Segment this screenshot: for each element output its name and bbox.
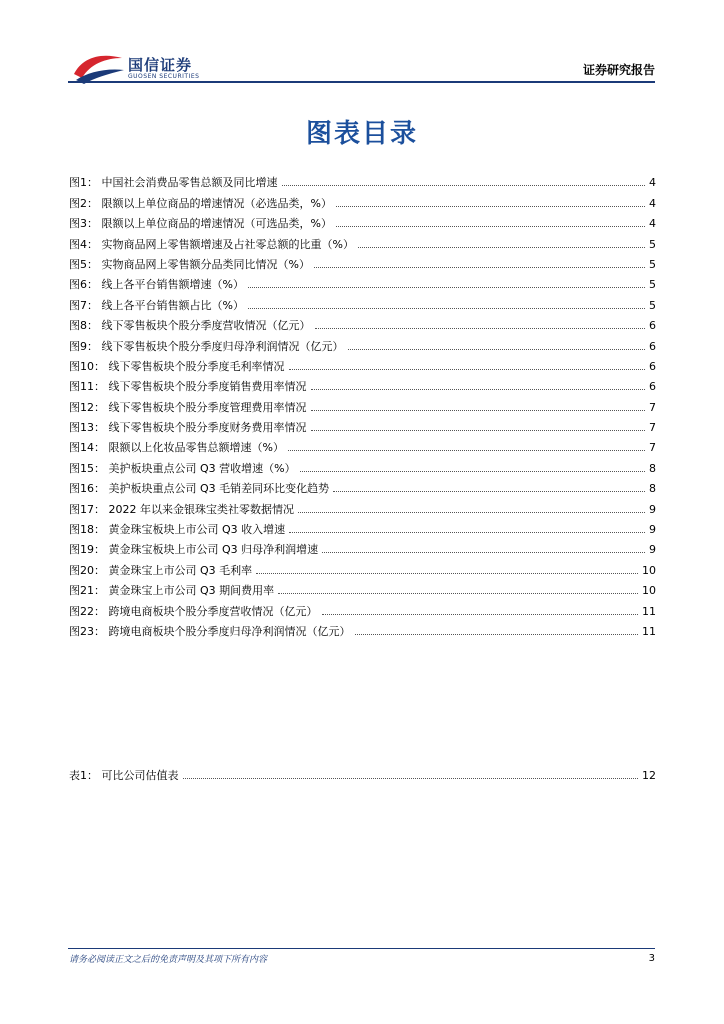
dot-leader [314, 267, 645, 268]
toc-entry[interactable] [69, 454, 656, 474]
logo-english-text: GUOSEN SECURITIES [128, 73, 200, 80]
dot-leader [289, 369, 646, 370]
toc-entry[interactable] [69, 618, 656, 638]
toc-entry-page: 7 [649, 400, 656, 414]
toc-entry-label: 图15： 美护板块重点公司 Q3 营收增速（%） [69, 461, 296, 475]
toc-entry[interactable] [69, 536, 656, 556]
dot-leader [322, 552, 645, 553]
toc-entry[interactable] [69, 251, 656, 271]
toc-entry[interactable] [69, 373, 656, 393]
page-number: 3 [648, 953, 655, 964]
dot-leader [278, 593, 638, 594]
toc-entry[interactable] [69, 495, 656, 515]
dot-leader [315, 328, 646, 329]
toc-entry-page: 7 [649, 421, 656, 435]
toc-entry-page: 10 [642, 584, 656, 598]
dot-leader [311, 389, 646, 390]
toc-entry-label: 图11： 线下零售板块个股分季度销售费用率情况 [69, 380, 307, 394]
dot-leader [358, 247, 645, 248]
toc-entry[interactable] [69, 271, 656, 291]
toc-entry[interactable] [69, 516, 656, 536]
toc-entry-label: 图6： 线上各平台销售额增速（%） [69, 278, 244, 292]
toc-entry[interactable] [69, 230, 656, 250]
figure-list [69, 169, 656, 638]
toc-entry-label: 图5： 实物商品网上零售额分品类同比情况（%） [69, 257, 310, 271]
dot-leader [298, 512, 645, 513]
toc-entry[interactable] [69, 762, 656, 782]
dot-leader [289, 532, 645, 533]
dot-leader [300, 471, 645, 472]
toc-entry[interactable] [69, 556, 656, 576]
dot-leader [256, 573, 638, 574]
toc-entry-page: 5 [649, 257, 656, 271]
toc-entry[interactable] [69, 475, 656, 495]
dot-leader [333, 491, 645, 492]
toc-entry[interactable] [69, 434, 656, 454]
toc-entry-page: 5 [649, 237, 656, 251]
dot-leader [322, 614, 639, 615]
toc-entry-page: 12 [642, 769, 656, 783]
toc-entry-page: 6 [649, 339, 656, 353]
toc-entry-page: 5 [649, 298, 656, 312]
toc-entry[interactable] [69, 312, 656, 332]
toc-entry-label: 图10： 线下零售板块个股分季度毛利率情况 [69, 359, 285, 373]
dot-leader [282, 185, 646, 186]
toc-entry-label: 图16： 美护板块重点公司 Q3 毛销差同环比变化趋势 [69, 482, 330, 496]
toc-entry-page: 4 [649, 196, 656, 210]
toc-entry-page: 9 [649, 523, 656, 537]
toc-entry-label: 图22： 跨境电商板块个股分季度营收情况（亿元） [69, 604, 318, 618]
toc-entry-page: 6 [649, 359, 656, 373]
toc-entry-page: 10 [642, 563, 656, 577]
toc-entry-label: 图9： 线下零售板块个股分季度归母净利润情况（亿元） [69, 339, 344, 353]
logo-chinese-text: 国信证券 [128, 56, 193, 74]
toc-entry-label: 图23： 跨境电商板块个股分季度归母净利润情况（亿元） [69, 624, 351, 638]
dot-leader [311, 430, 646, 431]
toc-entry-page: 4 [649, 176, 656, 190]
toc-entry-label: 图2： 限额以上单位商品的增速情况（必选品类，%） [69, 196, 332, 210]
page-header [0, 0, 724, 90]
dot-leader [355, 634, 639, 635]
toc-entry-label: 图7： 线上各平台销售额占比（%） [69, 298, 244, 312]
toc-entry-label: 图3： 限额以上单位商品的增速情况（可选品类，%） [69, 217, 332, 231]
report-type-label: 证券研究报告 [582, 63, 655, 77]
toc-entry[interactable] [69, 353, 656, 373]
toc-entry-page: 5 [649, 278, 656, 292]
toc-entry[interactable] [69, 577, 656, 597]
dot-leader [336, 206, 645, 207]
dot-leader [348, 349, 646, 350]
dot-leader [288, 450, 645, 451]
toc-entry-label: 图18： 黄金珠宝板块上市公司 Q3 收入增速 [69, 523, 286, 537]
dot-leader [248, 287, 645, 288]
toc-entry-label: 图21： 黄金珠宝上市公司 Q3 期间费用率 [69, 584, 275, 598]
table-list [69, 762, 656, 782]
footer-divider [68, 948, 655, 949]
toc-entry[interactable] [69, 332, 656, 352]
toc-entry-page: 9 [649, 502, 656, 516]
toc-entry-page: 8 [649, 461, 656, 475]
toc-entry-label: 图8： 线下零售板块个股分季度营收情况（亿元） [69, 319, 311, 333]
toc-entry-page: 8 [649, 482, 656, 496]
toc-entry-page: 4 [649, 217, 656, 231]
toc-entry-page: 11 [642, 624, 656, 638]
toc-entry-label: 图12： 线下零售板块个股分季度管理费用率情况 [69, 400, 307, 414]
toc-entry-label: 图13： 线下零售板块个股分季度财务费用率情况 [69, 421, 307, 435]
toc-entry[interactable] [69, 393, 656, 413]
toc-entry[interactable] [69, 210, 656, 230]
page-title: 图表目录 [305, 119, 418, 149]
toc-entry[interactable] [69, 169, 656, 189]
dot-leader [311, 410, 646, 411]
toc-entry[interactable] [69, 597, 656, 617]
dot-leader [248, 308, 645, 309]
toc-entry-label: 图4： 实物商品网上零售额增速及占社零总额的比重（%） [69, 237, 354, 251]
toc-entry-label: 图1： 中国社会消费品零售总额及同比增速 [69, 176, 278, 190]
toc-entry-page: 6 [649, 380, 656, 394]
toc-entry[interactable] [69, 189, 656, 209]
toc-entry-page: 7 [649, 441, 656, 455]
toc-entry-label: 图20： 黄金珠宝上市公司 Q3 毛利率 [69, 563, 253, 577]
toc-entry[interactable] [69, 414, 656, 434]
toc-entry-page: 6 [649, 319, 656, 333]
toc-entry-page: 11 [642, 604, 656, 618]
toc-entry-label: 图17： 2022 年以来金银珠宝类社零数据情况 [69, 502, 294, 516]
header-divider [68, 81, 655, 83]
dot-leader [336, 226, 645, 227]
toc-entry-label: 图19： 黄金珠宝板块上市公司 Q3 归母净利润增速 [69, 543, 319, 557]
toc-entry[interactable] [69, 291, 656, 311]
dot-leader [183, 778, 639, 779]
toc-entry-label: 图14： 限额以上化妆品零售总额增速（%） [69, 441, 284, 455]
toc-entry-page: 9 [649, 543, 656, 557]
toc-entry-label: 表1： 可比公司估值表 [69, 769, 179, 783]
disclaimer-text: 请务必阅读正文之后的免责声明及其项下所有内容 [69, 955, 268, 965]
